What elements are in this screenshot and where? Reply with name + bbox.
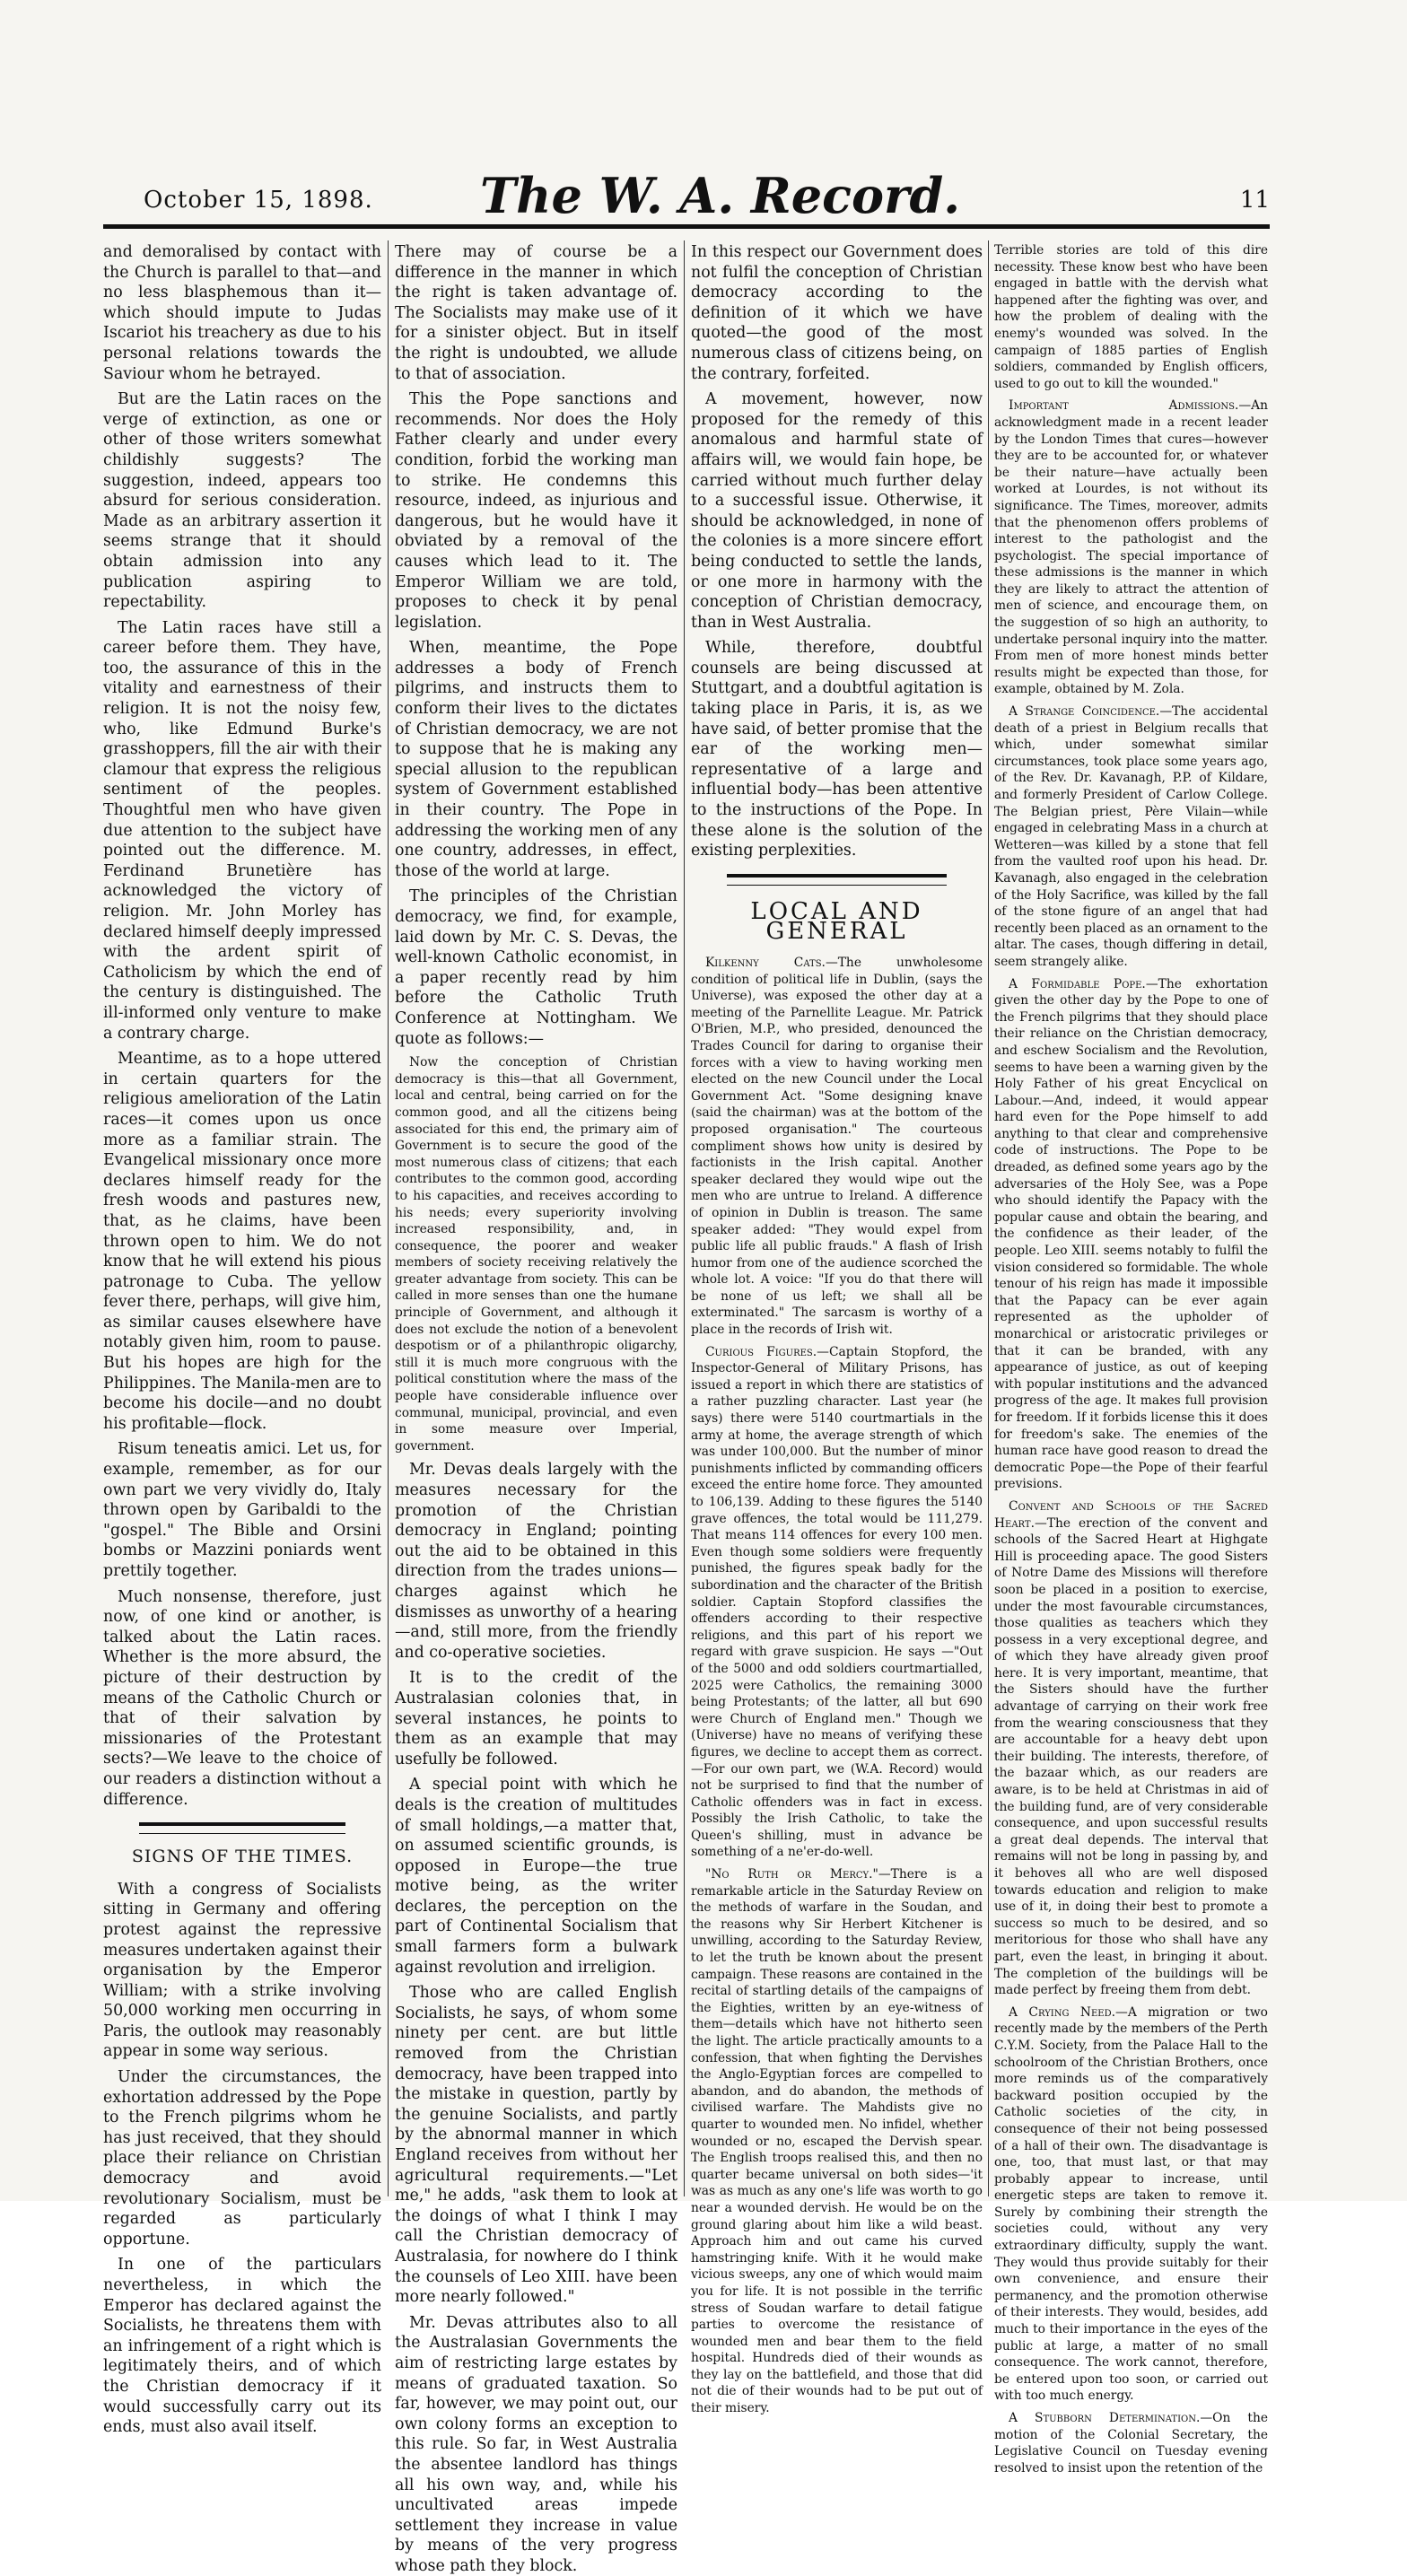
news-item <box>691 955 983 1339</box>
news-item <box>994 703 1268 971</box>
news-item-title: A Crying Need. <box>1009 2004 1116 2020</box>
paragraph: Terrible stories are told of this dire necessity. These know best who have been engaged in battle with the dervish what happened after the fighting was over, and how the problem of dealing with the enemy's wounded was solved. In the campaign of 1885 parties of English soldiers, commanded by English officers, used to go out to kill the wounded." <box>994 243 1268 391</box>
column-divider <box>988 240 989 2196</box>
paragraph: Mr. Devas deals largely with the measures necessary for the promotion of the Christian democracy in England; pointing out the aid to be obtained in this direction from the trades unions—charges against which he dismisses as unworthy of a hearing—and, still more, from the friendly and co-operative societies. <box>395 1461 677 1662</box>
paragraph: It is to the credit of the Australasian colonies that, in several instances, he points to them as an example that may usefully be followed. <box>395 1669 677 1768</box>
paragraph: A special point with which he deals is the creation of multitudes of small holdings,—a matter that, on assumed scientific grounds, is opposed in Europe—the true motive being, as the writer declares, the perception on the part of Continental Socialism that small farmers form a bulwark against revolution and irreligion. <box>395 1776 677 1977</box>
news-item-title: A Stubborn Determination. <box>1009 2411 1201 2425</box>
column-2 <box>395 242 677 2575</box>
paragraph: In this respect our Government does not fulfil the conception of Christian democracy according to the definition of it which we have quoted—the good of the most numerous class of citizens being, on the contrary, forfeited. <box>691 243 983 383</box>
paragraph: But are the Latin races on the verge of extinction, as one or other of those writers somewhat childishly suggests? The suggestion, indeed, appears too absurd for serious consideration. Made as an arbitrary assertion it seems strange that it should obtain admission into any publication aspiring to repectability. <box>103 390 381 612</box>
issue-date: October 15, 1898. <box>144 187 373 214</box>
news-item <box>994 397 1268 698</box>
paragraph: This the Pope sanctions and recommends. Nor does the Holy Father clearly and under every condition, forbid the working man to strike. He condemns this resource, indeed, as injurious and dangerous, but he would have it obviated by a removal of the causes which lead to it. The Emperor William we are told, proposes to check it by penal legislation. <box>395 390 677 632</box>
paragraph: In one of the particulars nevertheless, in which the Emperor has declared against the Socialists, he threatens them with an infringement of a right which is legitimately theirs, and of which the Christian democracy if it would successfully carry out its ends, must also avail itself. <box>103 2256 381 2437</box>
news-item-body: —An acknowledgment made in a recent leader by the London Times that cures—however they are to be accounted for, or whatever be their nature—have actually been worked at Lourdes, is not without its significance. The Times, moreover, admits that the phenomenon offers problems of interest to the pathologist and the psychologist. The special importance of these admissions is the manner in which they are likely to attract the attention of men of science, and encourage them, on the suggestion of so high an authority, to undertake personal inquiry into the matter. From men of more honest minds better results might be expected than those, for example, obtained by M. Zola. <box>994 398 1268 697</box>
column-divider <box>684 240 685 2196</box>
news-item <box>691 1866 983 2417</box>
news-item-title: A Strange Coincidence. <box>1009 704 1160 720</box>
news-item <box>994 2410 1268 2476</box>
news-item-title: "No Ruth or Mercy." <box>705 1867 878 1882</box>
news-item <box>691 1344 983 1861</box>
column-3 <box>691 242 983 2416</box>
news-item-title: A Formidable Pope. <box>1009 976 1146 991</box>
paragraph: There may of course be a difference in the manner in which the right is taken advantage of. The Socialists may make use of it for a sinister object. But in itself the right is undoubted, we allude to that of association. <box>395 243 677 383</box>
news-item-body: —On the motion of the Colonial Secretary, the Legislative Council on Tuesday evening resolved to insist upon the retention of the <box>994 2411 1268 2476</box>
paragraph: While, therefore, doubtful counsels are being discussed at Stuttgart, and a doubtful agitation is taking place in Paris, it is, as we have said, of better promise that the ear of the working men—representative of a large and influential body—has been attentive to the instructions of the Pope. In these alone is the solution of the existing perplexities. <box>691 639 983 860</box>
news-item-body: —The erection of the convent and schools of the Sacred Heart at Highgate Hill is proceeding apace. The good Sisters of Notre Dame des Missions will therefore soon be placed in a position to exercise, under the most favourable circumstances, those qualities as teachers which they possess in a very exceptional degree, and of which they have already given proof here. It is very important, meantime, that the Sisters should have the further advantage of carrying on their work free from the wearing consciousness that they are accountable for a heavy debt upon their building. The interests, therefore, of the bazaar which, as our readers are aware, is to be held at Christmas in aid of the building fund, are of very considerable consequence, and upon successful results a great deal depends. The interval that remains will not be long in passing by, and it behoves all who are well disposed towards education and religion to make use of it, in doing their best to promote a success so much to be desired, and so meritorious for those who shall have any part, even the least, in bringing it about. The completion of the buildings will be made perfect by freeing them from debt. <box>994 1515 1268 1998</box>
block-quote: Now the conception of Christian democracy is this—that all Government, local and central, being carried on for the common good, and all the citizens being associated for this end, the primary aim of Government is to secure the good of the most numerous class of citizens; that each contributes to the common good, according to his capacities, and receives according to his needs; every superiority involving increased responsibility, and, in consequence, the poorer and weaker members of society receiving relatively the greater advantage from society. This can be called in more senses than one the humane principle of Government, and although it does not exclude the notion of a benevolent despotism or of a philanthropic oligarchy, still it is much more congruous with the political constitution where the mass of the people have considerable influence over communal, municipal, provincial, and even in some measure over Imperial, government. <box>395 1055 677 1454</box>
news-item <box>994 976 1268 1493</box>
paragraph: Mr. Devas attributes also to all the Australasian Governments the aim of restricting large estates by means of graduated taxation. So far, however, we may point out, our own colony forms an exception to this rule. So far, in West Australia the absentee landlord has things all his own way, and, while his uncultivated areas impede settlement they increase in value by means of the very progress whose path they block. <box>395 2313 677 2575</box>
news-item-body: —The accidental death of a priest in Belgium recalls that which, under somewhat similar circumstances, took place some years ago, of the Rev. Dr. Kavanagh, P.P. of Kildare, and formerly President of Carlow College. The Belgian priest, Père Vilain—while engaged in celebrating Mass in a church at Wetteren—was killed by a stone that fell from the vaulted roof upon his head. Dr. Kavanagh, also engaged in the celebration of the Holy Sacrifice, was killed by the fall of the stone figure of an angel that had recently been placed as an ornament to the altar. The cases, though differing in detail, seem strangely alike. <box>994 704 1269 969</box>
masthead <box>103 167 1270 224</box>
paragraph: Those who are called English Socialists, he says, of whom some ninety per cent. are but little removed from the Christian democracy, have been trapped into the mistake in question, partly by the genuine Socialists, and partly by the abnormal manner in which England receives from without her agricultural requirements.—"Let me," he adds, "ask them to look at the doings of what I think I may call the Christian democracy of Australasia, for nowhere do I think the counsels of Leo XIII. have been more nearly followed." <box>395 1984 677 2307</box>
section-rule <box>727 885 947 886</box>
section-rule <box>139 1833 345 1834</box>
section-heading: LOCAL AND GENERAL <box>750 897 923 946</box>
column-1 <box>103 242 381 2437</box>
paragraph: Under the circumstances, the exhortation addressed by the Pope to the French pilgrims whom he has just received, that they should place their reliance on Christian democracy and avoid revolutionary Socialism, must be regarded as particularly opportune. <box>103 2068 381 2249</box>
section-rule <box>139 1822 345 1826</box>
paragraph: and demoralised by contact with the Church is parallel to that—and no less blasphemous than it—which should impute to Judas Iscariot his treachery as due to his personal relations towards the Saviour whom he betrayed. <box>103 243 381 383</box>
paragraph: Risum teneatis amici. Let us, for example, remember, as for our own part we very vividly do, Italy thrown open by Garibaldi to the "gospel." The Bible and Orsini bombs or Mazzini poniards went prettily together. <box>103 1440 381 1580</box>
news-item-body: —There is a remarkable article in the Saturday Review on the methods of warfare in the Soudan, and the reasons why Sir Herbert Kitchener is unwilling, according to the Saturday Review, to let the truth be known about the present campaign. These reasons are contained in the recital of startling details of the campaigns of the Eighties, written by an eye-witness of them—details which have not hitherto seen the light. The article practically amounts to a confession, that when fighting the Dervishes the Anglo-Egyptian forces are compelled to abandon, and do abandon, the methods of civilised warfare. The Mahdists give no quarter to wounded men. No infidel, whether wounded or no, escaped the Dervish spear. The English troops realised this, and then no quarter became universal on both sides—'it was as much as any one's life was worth to go near a wounded dervish. He would be on the ground glaring about him like a wild beast. Approach him and out came his curved hamstringing knife. With it he would make vicious sweeps, any one of which would maim you for life. It is not possible in the terrific stress of Soudan warfare to detail fatigue parties to overcome the resistance of wounded men and bear them to the field hospital. Hundreds died of their wounds as they lay on the battlefield, and those that did not die of their wounds had to be put out of their misery. <box>691 1867 983 2416</box>
column-4 <box>994 242 1269 2476</box>
column-divider <box>388 240 389 2196</box>
paragraph: Much nonsense, therefore, just now, of one kind or another, is talked about the Latin races. Whether is the more absurd, the picture of their destruction by means of the Catholic Church or that of their salvation by missionaries of the Protestant sects?—We leave to the choice of our readers a distinction without a difference. <box>103 1587 381 1809</box>
news-item-title: Kilkenny Cats. <box>705 956 826 970</box>
paragraph: When, meantime, the Pope addresses a body of French pilgrims, and instructs them to conform their lives to the dictates of Christian democracy, we are not to suppose that he is making any special allusion to the republican system of Government established in their country. The Pope in addressing the working men of any one country, addresses, in effect, those of the world at large. <box>395 639 677 880</box>
masthead-rule <box>103 224 1270 229</box>
news-item-body: —The exhortation given the other day by the Pope to one of the French pilgrims that they should place their reliance on the Christian democracy, and eschew Socialism and the Revolution, seems to have been a warning given by the Holy Father of his great Encyclical on Labour.—And, indeed, it would appear hard even for the Pope himself to add anything to that clear and comprehensive code of instructions. The Pope to be dreaded, as defined some years ago by the adversaries of the Holy See, was a Pope who should identify the Papacy with the popular cause and obtain the bearing, and the confidence as their leader, of the people. Leo XIII. seems notably to fulfil the vision considered so formidable. The whole tenour of his reign has made it impossible that the Papacy can be ever again represented as the upholder of monarchical or aristocratic privileges or that it can be branded, with any appearance of justice, as out of keeping with popular institutions and the advanced progress of the age. It makes full provision for freedom. If it forbids license this it does for freedom's sake. The enemies of the human race have good reason to dread the democratic Pope—the Pope of their fearful previsions. <box>994 976 1268 1492</box>
paragraph: The Latin races have still a career before them. They have, too, the assurance of this in the vitality and earnestness of their religion. It is not the noisy few, who, like Edmund Burke's grasshoppers, fill the air with their clamour that express the religious sentiment of the peoples. Thoughtful men who have given due attention to the subject have pointed out the difference. M. Ferdinand Brunetière has acknowledged the victory of religion. Mr. John Morley has declared himself deeply impressed with the ardent spirit of Catholicism by which the end of the century is distinguished. The ill-informed only venture to make a contrary charge. <box>103 618 381 1043</box>
section-rule <box>727 874 947 878</box>
news-item-body: —The unwholesome condition of political life in Dublin, (says the Universe), was exposed the other day at a meeting of the Parnellite League. Mr. Patrick O'Brien, M.P., who presided, denounced the Trades Council for daring to organise their forces with a view to having working men elected on the new Council under the Local Government Act. "Some designing knave (said the chairman) was at the bottom of the proposed organisation." The courteous compliment shows how unity is desired by factionists in the Irish capital. Another speaker declared they would wipe out the men who are untrue to Ireland. A difference of opinion in Dublin is treason. The same speaker added: "They would expel from public life all public frauds." A flash of Irish humor from one of the audience scorched the whole lot. A voice: "If you do that there will be none of us left; we shall all be exterminated." The sarcasm is worthy of a place in the records of Irish wit. <box>691 956 983 1338</box>
paragraph: With a congress of Socialists sitting in Germany and offering protest against the repressive measures undertaken against their organisation by the Emperor William; with a strike involving 50,000 working men occurring in Paris, the outlook may reasonably appear in some way serious. <box>103 1880 381 2061</box>
news-item-title: Convent and Schools of the Sacred Heart. <box>994 1498 1268 1531</box>
news-item <box>994 2004 1268 2405</box>
page-number: 11 <box>1239 187 1270 214</box>
paragraph: A movement, however, now proposed for the remedy of this anomalous and harmful state of affairs will, we would fain hope, be carried without much further delay to a successful issue. Otherwise, it should be acknowledged, in none of the colonies is a more sincere effort being conducted to settle the lands, or one more in harmony with the conception of Christian democracy, than in West Australia. <box>691 390 983 632</box>
news-item-title: Curious Figures. <box>705 1344 817 1359</box>
news-item-body: —Captain Stopford, the Inspector-General of Military Prisons, has issued a report in which there are statistics of a rather puzzling character. Last year (he says) there were 5140 courtmartials in the army at home, the average strength of which was under 100,000. But the number of minor punishments inflicted by commanding officers exceed the entire home force. They amounted to 106,139. Adding to these figures the 5140 grave offences, the total would be 111,279. That means 114 offences for every 100 men. Even though some soldiers were frequently punished, the figures speak badly for the subordination and the character of the British soldier. Captain Stopford classifies the offenders according to their respective religions, and this part of his report we regard with grave suspicion. He says —"Out of the 5000 and odd soldiers courtmartialled, 2025 were Catholics, the remaining 3000 being Protestants; of the latter, all but 690 were Church of England men." Though we (Universe) have no means of verifying these figures, we decline to accept them as correct.—For our own part, we (W.A. Record) would not be surprised to find that the number of Catholic offenders was in fact in excess. Possibly the Irish Catholic, to take the Queen's shilling, must in advance be something of a ne'er-do-well. <box>691 1344 983 1860</box>
section-heading: SIGNS OF THE TIMES. <box>131 1847 354 1867</box>
news-item-body: —A migration or two recently made by the members of the Perth C.Y.M. Society, from the Palace Hall to the schoolroom of the Christian Brothers, once more reminds us of the comparatively backward position occupied by the Catholic societies of the city, in consequence of their not being possessed of a hall of their own. The disadvantage is one, too, that must last, or that may probably appear to increase, until energetic steps are taken to remove it. Surely by combining their strength the societies could, without any very extraordinary difficulty, supply the want. They would thus provide suitably for their own convenience, and ensure their permanency, and the promotion otherwise of their interests. They would, besides, add much to their importance in the eyes of the public at large, a matter of no small consequence. The work cannot, therefore, be entered upon too soon, or carried out with too much energy. <box>994 2004 1268 2404</box>
paragraph: The principles of the Christian democracy, we find, for example, laid down by Mr. C. S. Devas, the well-known Catholic economist, in a paper recently read by him before the Catholic Truth Conference at Nottingham. We quote as follows:— <box>395 887 677 1048</box>
newspaper-title: The W. A. Record. <box>480 167 961 224</box>
news-item <box>994 1498 1268 1999</box>
news-item-title: Important Admissions. <box>1009 398 1239 414</box>
paragraph: Meantime, as to a hope uttered in certain quarters for the religious amelioration of the Latin races—it comes upon us once more as a familiar strain. The Evangelical missionary once more declares himself ready for the fresh woods and pastures new, that, as he claims, have been thrown open to him. We do not know that he will extend his pious patronage to Cuba. The yellow fever there, perhaps, will give him, as similar causes elsewhere have notably given him, room to pause. But his hopes are high for the Philippines. The Manila-men are to become his docile—and no doubt his profitable—flock. <box>103 1050 381 1433</box>
